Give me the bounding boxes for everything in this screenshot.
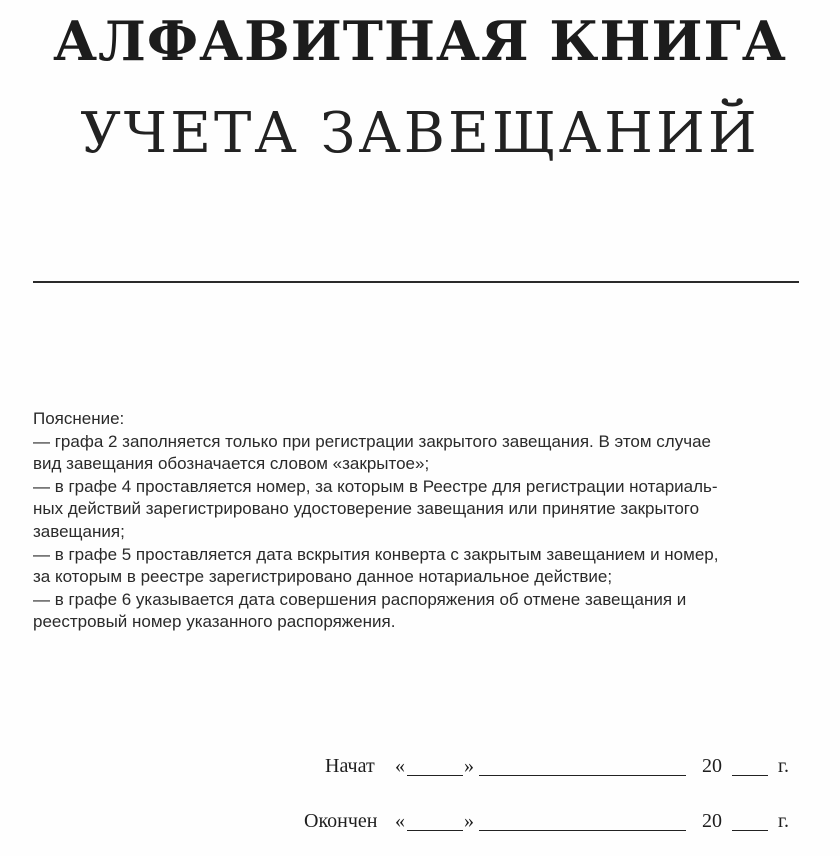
day-blank xyxy=(407,755,463,776)
explanation-line: за которым в реестре зарегистрировано данное нотариальное действие; xyxy=(33,567,613,587)
explanation-line: реестровый номер указанного распоряжения. xyxy=(33,612,396,632)
started-label: Начат xyxy=(325,755,375,777)
open-quote: « xyxy=(395,810,405,832)
explanation-line: — в графе 5 проставляется дата вскрытия конверта с закрытым завещанием и номер, xyxy=(33,544,719,564)
year-blank xyxy=(732,810,768,831)
month-blank xyxy=(479,810,686,831)
finished-date-row xyxy=(0,810,840,838)
explanation-line: — в графе 6 указывается дата совершения распоряжения об отмене завещания и xyxy=(33,589,687,609)
year-suffix: г. xyxy=(778,755,789,777)
document-title-line-1: АЛФАВИТНАЯ КНИГА xyxy=(53,9,787,73)
year-prefix: 20 xyxy=(702,755,722,777)
explanation-heading: Пояснение: xyxy=(33,409,125,428)
explanation-line: завещания; xyxy=(33,521,125,541)
explanation-line: ных действий зарегистрировано удостоверение завещания или принятие закрытого xyxy=(33,499,700,519)
explanation-line: — графа 2 заполняется только при регистрации закрытого завещания. В этом случае xyxy=(33,431,711,451)
open-quote: « xyxy=(395,755,405,777)
year-prefix: 20 xyxy=(702,810,722,832)
close-quote: » xyxy=(464,755,474,777)
document-title-line-2: УЧЕТА ЗАВЕЩАНИЙ xyxy=(80,101,760,166)
finished-label: Окончен xyxy=(304,810,378,832)
title-underline-rule xyxy=(33,281,799,283)
close-quote: » xyxy=(464,810,474,832)
explanation-line: — в графе 4 проставляется номер, за которым в Реестре для регистрации нотариаль- xyxy=(33,476,718,496)
year-blank xyxy=(732,755,768,776)
month-blank xyxy=(479,755,686,776)
started-date-row xyxy=(0,755,840,783)
explanation-line: вид завещания обозначается словом «закрытое»; xyxy=(33,454,430,474)
year-suffix: г. xyxy=(778,810,789,832)
explanation-block xyxy=(33,408,813,634)
day-blank xyxy=(407,810,463,831)
